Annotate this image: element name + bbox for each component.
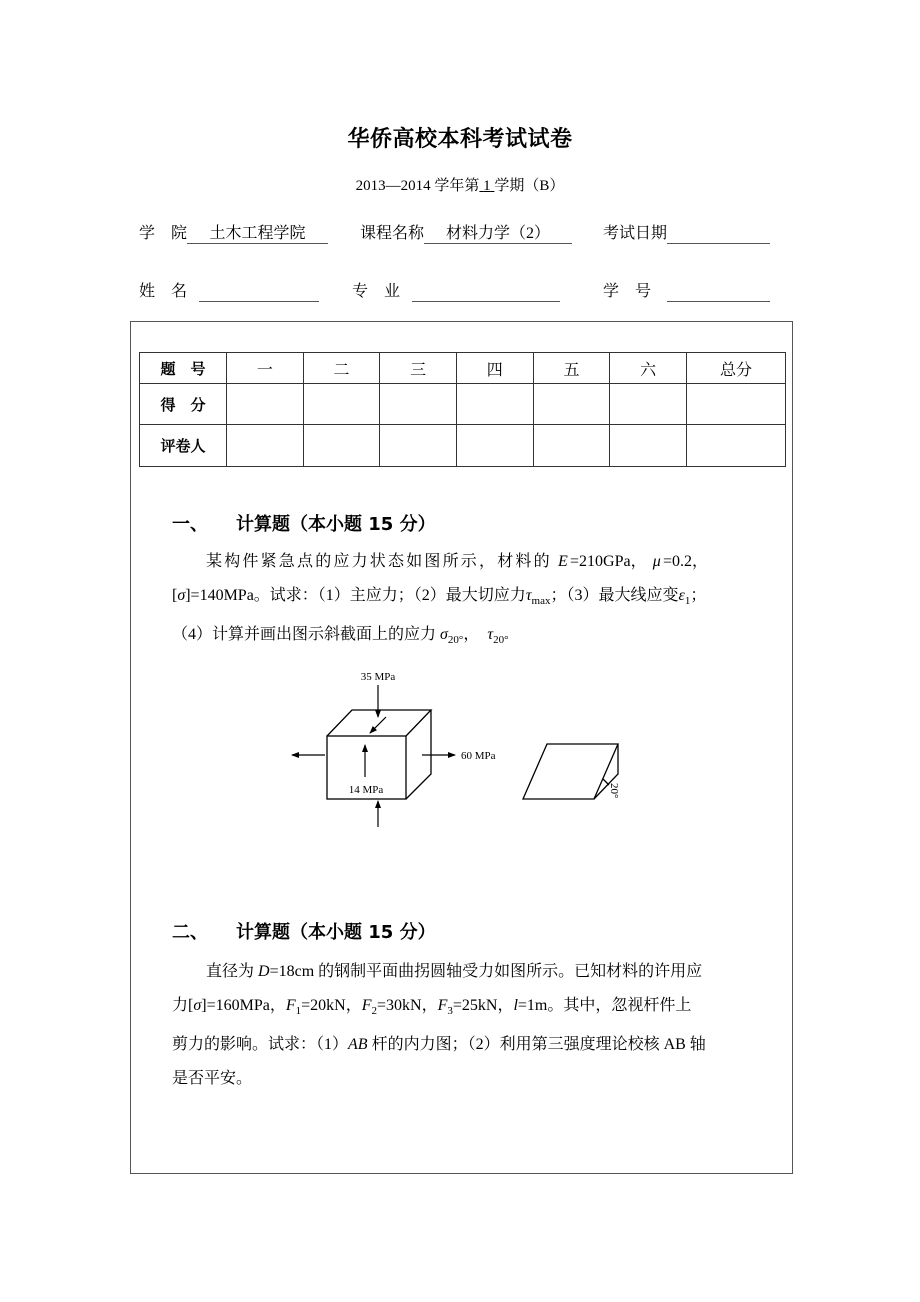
- section-2-body: [172, 955, 784, 1096]
- arrow-35mpa-diagonal: [370, 717, 386, 733]
- score-cell[interactable]: [533, 384, 610, 425]
- column-header: 四: [456, 353, 533, 384]
- column-header: 五: [533, 353, 610, 384]
- section-1-body: [172, 545, 784, 657]
- student-id-input[interactable]: [667, 283, 770, 302]
- grader-cell[interactable]: [533, 425, 610, 467]
- label-20-degrees: 20°: [608, 783, 620, 799]
- score-table-header-row: [140, 353, 786, 384]
- name-input[interactable]: [199, 283, 319, 302]
- score-cell[interactable]: [610, 384, 687, 425]
- column-header: 二: [303, 353, 380, 384]
- exam-date-label: 考试日期: [603, 225, 668, 242]
- score-table: [139, 352, 786, 467]
- wedge-top-face: [523, 744, 618, 799]
- name-field: [139, 278, 319, 302]
- section-1-title: 计算题（本小题 15 分）: [236, 514, 436, 535]
- section-2-title: 计算题（本小题 15 分）: [236, 922, 436, 943]
- exam-date-field: [603, 220, 770, 244]
- question-number-label: 题 号: [140, 353, 227, 384]
- college-field: [139, 220, 328, 244]
- score-cell[interactable]: [380, 384, 457, 425]
- stress-state-figure: [270, 665, 650, 835]
- score-row: [140, 384, 786, 425]
- course-field: [360, 220, 572, 244]
- score-cell[interactable]: [456, 384, 533, 425]
- grader-row: [140, 425, 786, 467]
- exam-subtitle: [0, 174, 920, 195]
- cube-top-face: [327, 710, 431, 736]
- grader-cell[interactable]: [303, 425, 380, 467]
- subtitle-prefix: 2013—2014 学年第: [355, 178, 480, 194]
- column-header: 总分: [687, 353, 786, 384]
- grader-cell[interactable]: [227, 425, 304, 467]
- section-2-heading: [172, 918, 436, 944]
- column-header: 六: [610, 353, 687, 384]
- semester-number: 1: [483, 178, 491, 194]
- college-value[interactable]: 土木工程学院: [187, 225, 328, 244]
- exam-title: 华侨高校本科考试试卷: [347, 127, 573, 152]
- grader-cell[interactable]: [456, 425, 533, 467]
- exam-date-input[interactable]: [667, 225, 770, 244]
- column-header: 一: [227, 353, 304, 384]
- college-label: 学 院: [139, 225, 188, 242]
- course-value[interactable]: 材料力学（2）: [424, 225, 572, 244]
- section-2-number: 二、: [172, 922, 208, 943]
- section-1-number: 一、: [172, 514, 208, 535]
- column-header: 三: [380, 353, 457, 384]
- score-cell[interactable]: [303, 384, 380, 425]
- inclined-section-wedge: [523, 744, 618, 799]
- grader-row-label: 评卷人: [140, 425, 227, 467]
- grader-cell[interactable]: [380, 425, 457, 467]
- score-cell[interactable]: [227, 384, 304, 425]
- grader-cell[interactable]: [687, 425, 786, 467]
- section-2-line-1: 直径为 D=18cm 的钢制平面曲拐圆轴受力如图所示。已知材料的许用应: [206, 963, 703, 980]
- section-2-line-4: 是否平安。: [172, 1070, 253, 1088]
- label-60mpa: 60 MPa: [461, 750, 496, 762]
- section-1-line-3: （4）计算并画出图示斜截面上的应力 $\sigma_{20^\circ}$， $\tau_{20^\circ}$: [172, 626, 509, 647]
- label-35mpa: 35 MPa: [360, 671, 396, 683]
- score-cell[interactable]: [687, 384, 786, 425]
- name-label: 姓 名: [139, 283, 188, 300]
- subtitle-suffix: 学期（B）: [494, 178, 565, 194]
- course-label: 课程名称: [360, 225, 425, 242]
- major-label: 专 业: [352, 283, 401, 300]
- student-id-field: [603, 278, 770, 302]
- section-2-line-3: 剪力的影响。试求：（1）AB 杆的内力图；（2）利用第三强度理论校核 AB 轴: [172, 1036, 706, 1054]
- section-2-line-2: 力[σ]=160MPa，$F_1=20kN$，$F_2=30kN$，$F_3=25kN$，l=1m。其中，忽视杆件上: [172, 997, 692, 1018]
- section-1-heading: [172, 510, 436, 536]
- major-input[interactable]: [412, 283, 560, 302]
- student-id-label: 学 号: [603, 283, 652, 300]
- label-14mpa: 14 MPa: [348, 784, 384, 796]
- major-field: [352, 278, 560, 302]
- score-row-label: 得 分: [140, 384, 227, 425]
- section-1-line-1: 某构件紧急点的应力状态如图所示，材料的 E=210GPa， μ=0.2，: [206, 553, 709, 570]
- section-1-line-2: [σ]=140MPa。试求：（1）主应力；（2）最大切应力$\tau_{max}$；（3）最大线应变$\varepsilon_1$；: [172, 587, 707, 608]
- grader-cell[interactable]: [610, 425, 687, 467]
